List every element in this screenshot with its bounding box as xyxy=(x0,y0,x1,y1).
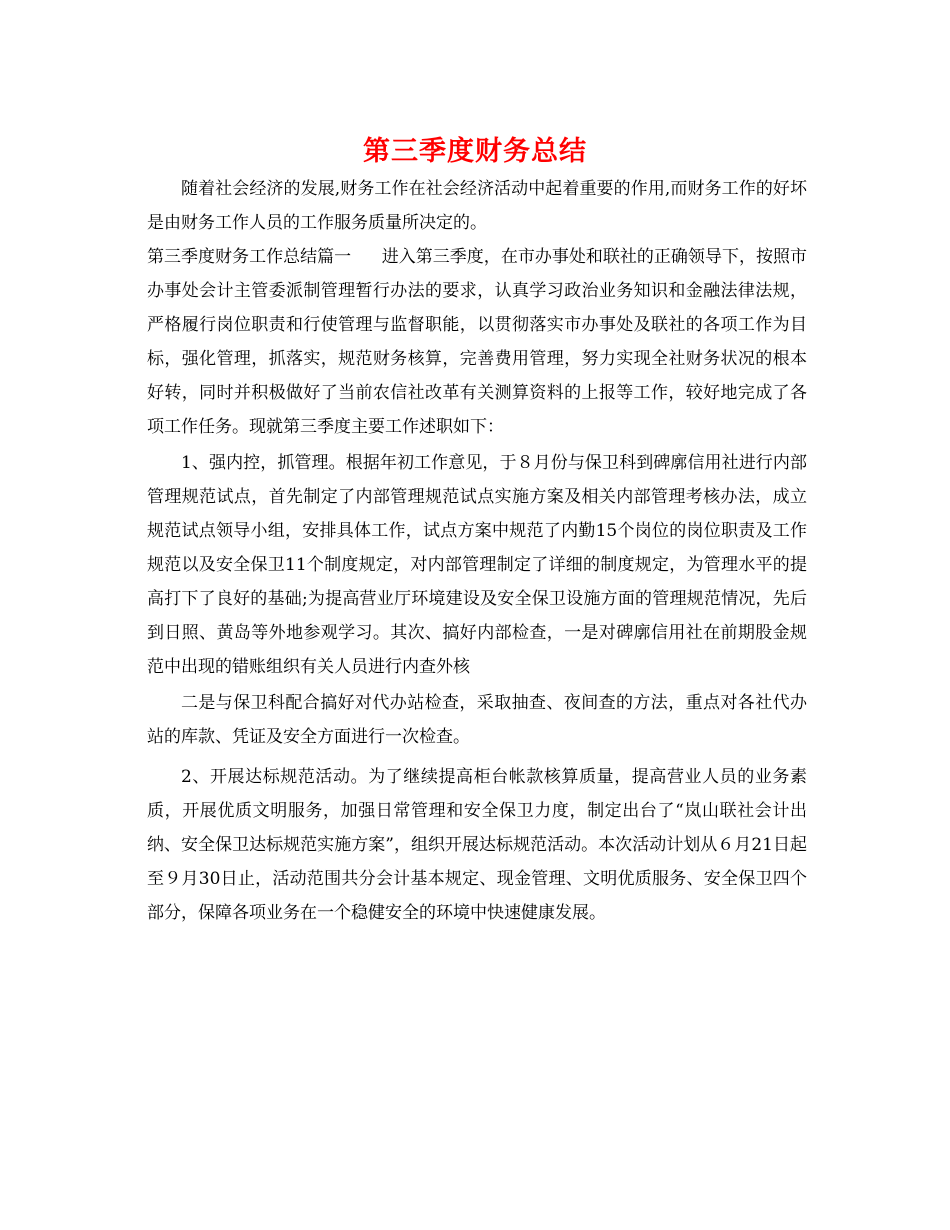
section-paragraph-text: 进入第三季度，在市办事处和联社的正确领导下，按照市办事处会计主管委派制管理暂行办法的要求，认真学习政治业务知识和金融法律法规，严格履行岗位职责和行使管理与监督职能，以贯彻落实市办事处及联社的各项工作为目标，强化管理，抓落实，规范财务核算，完善费用管理，努力实现全社财务状况的根本好转，同时并积极做好了当前农信社改革有关测算资料的上报等工作，较好地完成了各项工作任务。现就第三季度主要工作述职如下： xyxy=(147,247,808,437)
section-paragraph xyxy=(147,240,807,444)
section-heading: 第三季度财务工作总结篇一 xyxy=(147,247,352,267)
inspection-paragraph: 二是与保卫科配合搞好对代办站检查，采取抽查、夜间查的方法，重点对各社代办站的库款、凭证及安全方面进行一次检查。 xyxy=(147,693,807,747)
item-2-paragraph: 2、开展达标规范活动。为了继续提高柜台帐款核算质量，提高营业人员的业务素质，开展优质文明服务，加强日常管理和安全保卫力度，制定出台了“岚山联社会计出纳、安全保卫达标规范实施方案”，组织开展达标规范活动。本次活动计划从６月21日起至９月30日止，活动范围共分会计基本规定、现金管理、文明优质服务、安全保卫四个部分，保障各项业务在一个稳健安全的环境中快速健康发展。 xyxy=(147,767,807,923)
item-1-paragraph: 1、强内控，抓管理。根据年初工作意见，于８月份与保卫科到碑廓信用社进行内部管理规范试点，首先制定了内部管理规范试点实施方案及相关内部管理考核办法，成立规范试点领导小组，安排具体工作，试点方案中规范了内勤15个岗位的岗位职责及工作规范以及安全保卫11个制度规定，对内部管理制定了详细的制度规定，为管理水平的提高打下了良好的基础;为提高营业厅环境建设及安全保卫设施方面的管理规范情况，先后到日照、黄岛等外地参观学习。其次、搞好内部检查，一是对碑廓信用社在前期股金规范中出现的错账组织有关人员进行内查外核 xyxy=(147,453,807,677)
document-body xyxy=(147,172,807,930)
document-title: 第三季度财务总结 xyxy=(363,136,587,167)
intro-paragraph: 随着社会经济的发展,财务工作在社会经济活动中起着重要的作用,而财务工作的好坏是由财务工作人员的工作服务质量所决定的。 xyxy=(147,179,807,233)
